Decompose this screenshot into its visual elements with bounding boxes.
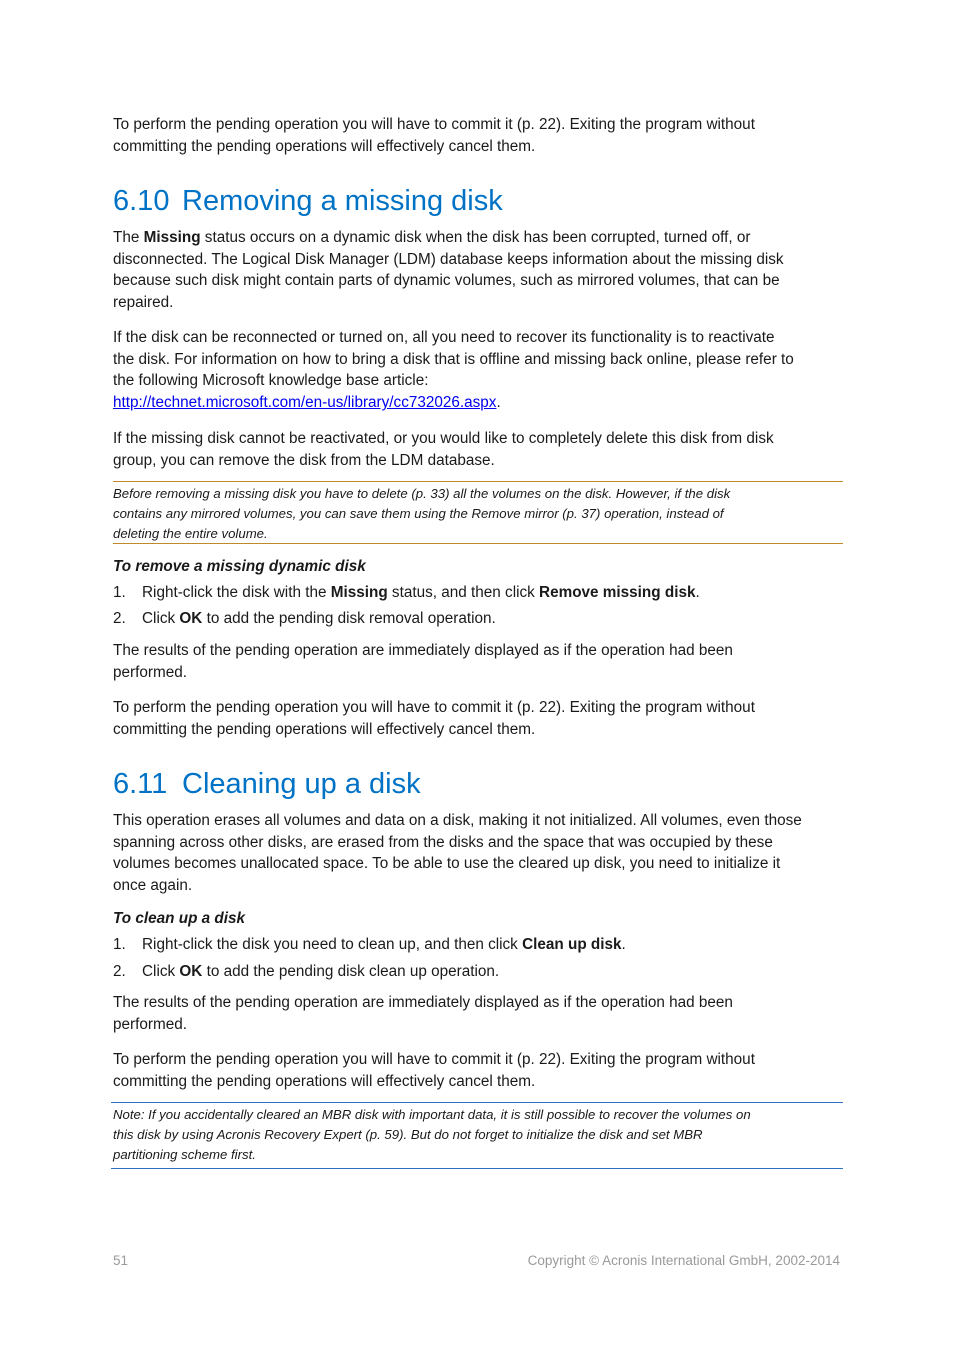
step-1-clean-disk: 1. Right-click the disk you need to clean up, and then click Clean up disk. [113, 936, 626, 953]
missing-status-paragraph: The Missing status occurs on a dynamic disk when the disk has been corrupted, turned off, or disconnected. The Logical Disk Manager (LDM) database keeps information about the missing disk because such disk might contain parts of dynamic volumes, such as mirrored volumes, that can be repaired. [113, 229, 784, 312]
copyright-notice: Copyright © Acronis International GmbH, 2002-2014 [527, 1253, 840, 1268]
page-number: 51 [113, 1253, 129, 1268]
step-2-clean-disk: 2. Click OK to add the pending disk clean up operation. [113, 963, 500, 980]
step-1-remove-disk: 1. Right-click the disk with the Missing status, and then click Remove missing disk. [113, 584, 700, 601]
step-2-remove-disk: 2. Click OK to add the pending disk removal operation. [113, 610, 496, 627]
section-title: Removing a missing disk [182, 185, 503, 217]
intro-commit-paragraph: To perform the pending operation you will have to commit it (p. 22). Exiting the program without committing the pending operations will effectively cancel them. [113, 116, 755, 155]
results-paragraph-6-11: The results of the pending operation are immediately displayed as if the operation had been performed. [113, 994, 733, 1033]
commit-paragraph-6-11: To perform the pending operation you will have to commit it (p. 22). Exiting the program without committing the pending operations will effectively cancel them. [113, 1051, 755, 1090]
procedure-title-clean-disk: To clean up a disk [113, 910, 246, 927]
results-paragraph-6-10: The results of the pending operation are immediately displayed as if the operation had been performed. [113, 642, 733, 681]
section-title: Cleaning up a disk [182, 768, 421, 800]
section-number: 6.10 [113, 185, 170, 217]
section-heading-6-10 [113, 184, 503, 218]
commit-paragraph-6-10: To perform the pending operation you will have to commit it (p. 22). Exiting the program without committing the pending operations will effectively cancel them. [113, 699, 755, 738]
reactivate-paragraph: If the disk can be reconnected or turned on, all you need to recover its functionality is to reactivate the disk. For information on how to bring a disk that is offline and missing back online, please refer to the following Microsoft knowledge base article: http://technet.microsoft.com/en-us/library/cc732026.aspx. [113, 329, 794, 412]
section-number: 6.11 [113, 768, 168, 800]
remove-from-ldm-paragraph: If the missing disk cannot be reactivated, or you would like to completely delete this disk from disk group, you can remove the disk from the LDM database. [113, 430, 774, 469]
cleanup-description-paragraph: This operation erases all volumes and data on a disk, making it not initialized. All volumes, even those spanning across other disks, are erased from the disks and the space that was occupied by these volumes becomes unallocated space. To be able to use the cleared up disk, you need to initialize it once again. [113, 812, 802, 895]
note-mbr-recovery: Note: If you accidentally cleared an MBR disk with important data, it is still possible to recover the volumes on this disk by using Acronis Recovery Expert (p. 59). But do not forget to initialize the disk and set MBR partitioning scheme first. [111, 1102, 843, 1169]
note-delete-volumes: Before removing a missing disk you have to delete (p. 33) all the volumes on the disk. However, if the disk contains any mirrored volumes, you can save them using the Remove mirror (p. 37) operation, instead of deleting the entire volume. [113, 481, 843, 544]
procedure-title-remove-disk: To remove a missing dynamic disk [113, 558, 366, 575]
section-heading-6-11 [113, 767, 421, 801]
microsoft-kb-link[interactable]: http://technet.microsoft.com/en-us/library/cc732026.aspx [113, 394, 497, 412]
